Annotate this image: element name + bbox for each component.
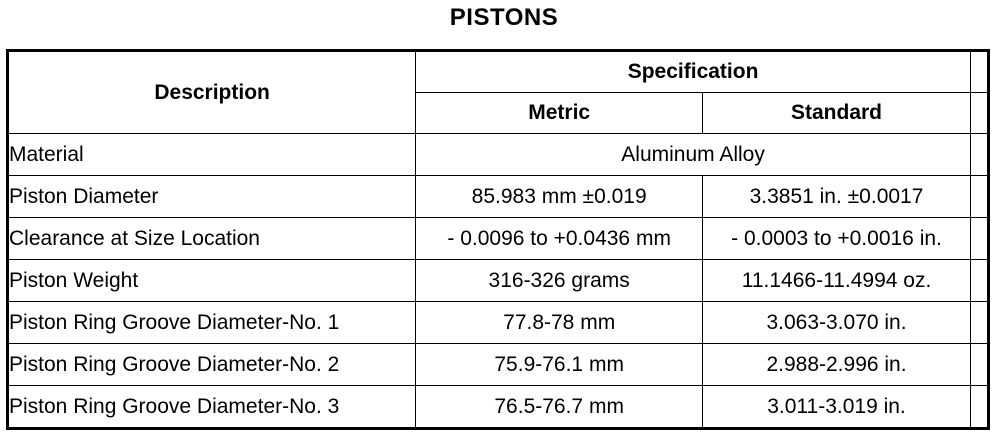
description-cell: Clearance at Size Location (8, 218, 416, 260)
standard-cell: - 0.0003 to +0.0016 in. (703, 218, 971, 260)
spec-table (6, 49, 990, 430)
metric-cell: 76.5-76.7 mm (416, 386, 703, 429)
description-header: Description (8, 51, 416, 134)
description-cell: Piston Weight (8, 260, 416, 302)
table-row (8, 134, 989, 176)
metric-cell: 316-326 grams (416, 260, 703, 302)
spacer-cell (970, 260, 988, 302)
table-row (8, 176, 989, 218)
spacer-cell (970, 386, 988, 429)
metric-header: Metric (416, 93, 703, 134)
standard-cell: 2.988-2.996 in. (703, 344, 971, 386)
page-title: PISTONS (449, 4, 559, 31)
standard-cell: 3.3851 in. ±0.0017 (703, 176, 971, 218)
metric-cell: 85.983 mm ±0.019 (416, 176, 703, 218)
description-cell: Material (8, 134, 416, 176)
spacer-cell (970, 93, 988, 134)
table-row (8, 344, 989, 386)
table-row (8, 260, 989, 302)
standard-cell: 11.1466-11.4994 oz. (703, 260, 971, 302)
metric-cell: - 0.0096 to +0.0436 mm (416, 218, 703, 260)
spacer-cell (970, 344, 988, 386)
spacer-cell (970, 51, 988, 93)
standard-header: Standard (703, 93, 971, 134)
description-cell: Piston Ring Groove Diameter-No. 2 (8, 344, 416, 386)
description-cell: Piston Ring Groove Diameter-No. 3 (8, 386, 416, 429)
table-row (8, 218, 989, 260)
table-row (8, 302, 989, 344)
merged-value-cell: Aluminum Alloy (416, 134, 971, 176)
specification-header: Specification (416, 51, 971, 93)
standard-cell: 3.011-3.019 in. (703, 386, 971, 429)
metric-cell: 77.8-78 mm (416, 302, 703, 344)
description-cell: Piston Diameter (8, 176, 416, 218)
description-cell: Piston Ring Groove Diameter-No. 1 (8, 302, 416, 344)
spacer-cell (970, 218, 988, 260)
metric-cell: 75.9-76.1 mm (416, 344, 703, 386)
standard-cell: 3.063-3.070 in. (703, 302, 971, 344)
table-row (8, 386, 989, 429)
spacer-cell (970, 134, 988, 176)
header-row-1 (8, 51, 989, 93)
spacer-cell (970, 302, 988, 344)
spacer-cell (970, 176, 988, 218)
